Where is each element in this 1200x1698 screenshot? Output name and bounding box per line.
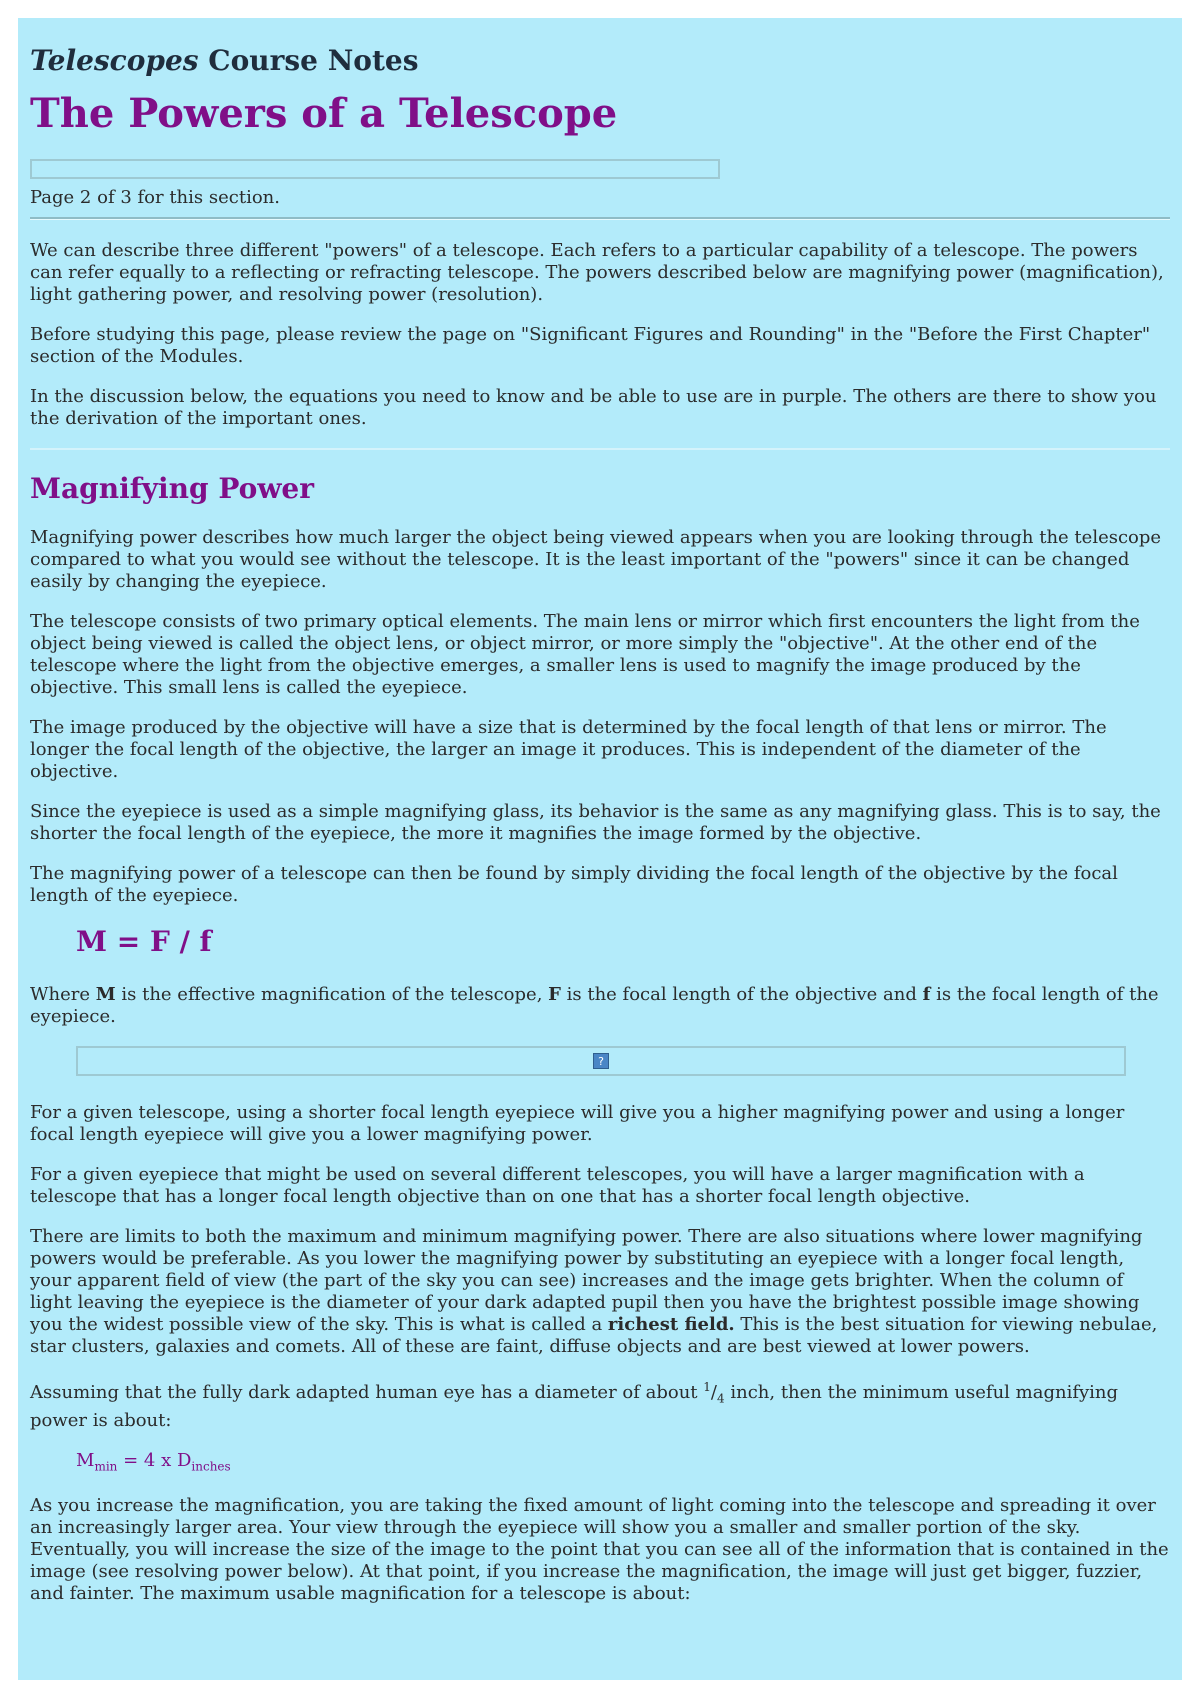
course-title-italic: Telescopes bbox=[30, 44, 199, 77]
text: is the focal length of the objective and bbox=[560, 984, 923, 1005]
fraction-denominator: 4 bbox=[716, 1391, 725, 1406]
text: is the effective magnification of the telescope, bbox=[115, 984, 549, 1005]
paragraph: For a given telescope, using a shorter focal length eyepiece will give you a higher magnifying power and using a longer focal length eyepiece will give you a lower magnifying power. bbox=[30, 1102, 1125, 1145]
course-title-rest: Course Notes bbox=[198, 44, 419, 77]
divider bbox=[30, 448, 1170, 450]
fraction-slash: / bbox=[710, 1382, 717, 1403]
section-heading-magnifying-power: Magnifying Power bbox=[30, 472, 314, 505]
image-placeholder bbox=[76, 1046, 1126, 1076]
subscript-inches: inches bbox=[191, 1459, 231, 1474]
subscript-min: min bbox=[94, 1459, 118, 1474]
paragraph: The image produced by the objective will have a size that is determined by the focal length of that lens or mirror. The longer the focal length of the objective, the larger an image it produces. This is independent of the diameter of the objective. bbox=[30, 717, 1107, 782]
course-title bbox=[30, 44, 1170, 77]
paragraph-richest-field bbox=[30, 1226, 1170, 1358]
intro-paragraph-3: In the discussion below, the equations you need to know and be able to use are in purple. The others are there to show you the derivation of the important ones. bbox=[30, 386, 1157, 429]
text: Assuming that the fully dark adapted human eye has a diameter of about bbox=[30, 1382, 704, 1403]
text: This is the best situation for viewing nebulae, star clusters, galaxies and comets. All of these are faint, diffuse objects and are best viewed at lower powers. bbox=[30, 1314, 1158, 1357]
page-content bbox=[18, 18, 1182, 1680]
paragraph-eye-diameter bbox=[30, 1376, 1170, 1432]
page-indicator: Page 2 of 3 for this section. bbox=[30, 187, 280, 208]
text: M bbox=[76, 1449, 95, 1471]
text: There are limits to both the maximum and minimum magnifying power. There are also situations where lower magnifying powers would be preferable. As you lower the magnifying power by substituting an eyepiece with a longer focal length, your apparent field of view (the part of the sky you can see) increases and the image gets brighter. When the column of light leaving the eyepiece is the diameter of your dark adapted pupil then you have the brightest possible image showing you the widest possible view of the sky. This is what is called a bbox=[30, 1226, 1143, 1335]
intro-paragraph-1: We can describe three different "powers" of a telescope. Each refers to a particular capability of a telescope. The powers can refer equally to a reflecting or refracting telescope. The powers described below are magnifying power (magnification), light gathering power, and resolving power (resolution). bbox=[30, 240, 1164, 305]
paragraph: For a given eyepiece that might be used on several different telescopes, you will have a larger magnification with a telescope that has a longer focal length objective than on one that has a shorter focal length objective. bbox=[30, 1164, 1085, 1207]
page-title: The Powers of a Telescope bbox=[30, 90, 618, 137]
paragraph: The magnifying power of a telescope can then be found by simply dividing the focal length of the objective by the focal length of the eyepiece. bbox=[30, 863, 1118, 906]
text: inch, then the minimum useful magnifying power is about: bbox=[30, 1382, 1119, 1431]
paragraph: Magnifying power describes how much larger the object being viewed appears when you are looking through the telescope compared to what you would see without the telescope. It is the least important of the "powers" since it can be changed easily by changing the eyepiece. bbox=[30, 527, 1162, 592]
min-magnification-formula bbox=[76, 1450, 1170, 1474]
fraction-numerator: 1 bbox=[703, 1380, 711, 1394]
text: is the focal length of the eyepiece. bbox=[30, 984, 1159, 1027]
symbol-M: M bbox=[95, 984, 116, 1005]
paragraph: The telescope consists of two primary optical elements. The main lens or mirror which first encounters the light from the object being viewed is called the object lens, or object mirror, or more simply the "objective". At the other end of the telescope where the light from the objective emerges, a smaller lens is used to magnify the image produced by the objective. This small lens is called the eyepiece. bbox=[30, 611, 1140, 698]
magnification-formula: M = F / f bbox=[76, 925, 212, 958]
symbol-F: F bbox=[548, 984, 561, 1005]
paragraph: As you increase the magnification, you are taking the fixed amount of light coming into the telescope and spreading it over an increasingly larger area. Your view through the eyepiece will show you a smaller and smaller portion of the sky. Eventually, you will increase the size of the image to the point that you can see all of the information that is contained in the image (see resolving power below). At that point, if you increase the magnification, the image will just get bigger, fuzzier, and fainter. The maximum usable magnification for a telescope is about: bbox=[30, 1495, 1169, 1605]
formula-explanation bbox=[30, 984, 1170, 1028]
text: = 4 x D bbox=[117, 1449, 192, 1471]
navigation-bar[interactable] bbox=[30, 159, 720, 179]
divider bbox=[30, 217, 1170, 220]
paragraph: Since the eyepiece is used as a simple magnifying glass, its behavior is the same as any magnifying glass. This is to say, the shorter the focal length of the eyepiece, the more it magnifies the image formed by the objective. bbox=[30, 801, 1161, 844]
symbol-f: f bbox=[922, 984, 931, 1005]
richest-field-term: richest field. bbox=[607, 1314, 735, 1335]
intro-paragraph-2: Before studying this page, please review the page on "Significant Figures and Rounding" in the "Before the First Chapter" section of the Modules. bbox=[30, 324, 1151, 367]
broken-image-icon: ? bbox=[593, 1053, 609, 1069]
text: Where bbox=[30, 984, 96, 1005]
